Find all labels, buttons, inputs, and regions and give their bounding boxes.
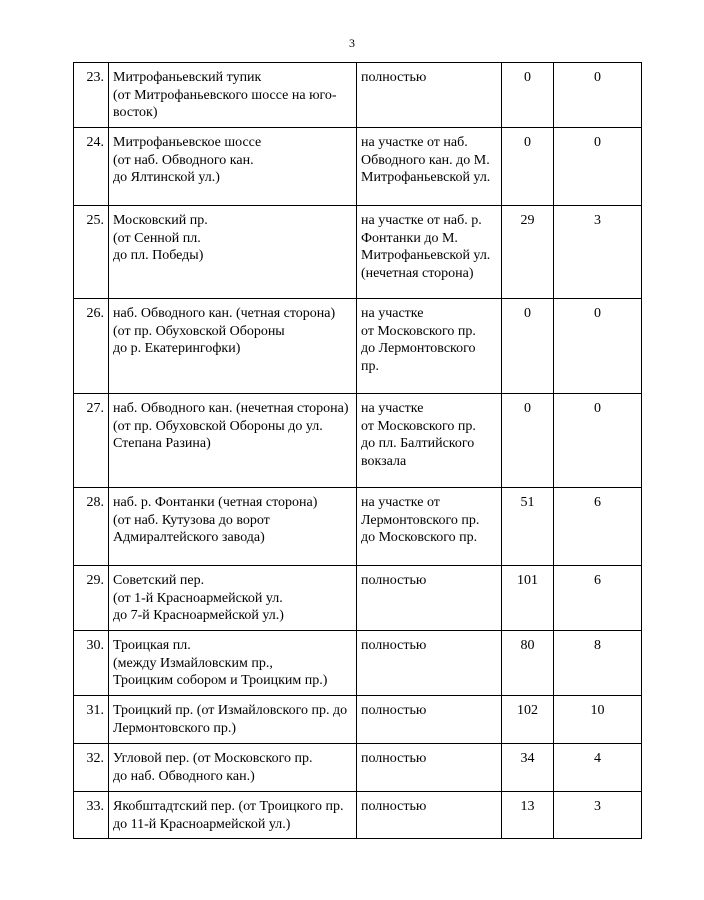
- street-section: полностью: [357, 744, 502, 792]
- value-b: 6: [554, 488, 642, 566]
- table-row: [74, 63, 642, 128]
- row-number: 25.: [74, 206, 109, 299]
- street-name: Троицкий пр. (от Измайловского пр. до Лермонтовского пр.): [109, 696, 357, 744]
- table-row: [74, 631, 642, 696]
- street-section: на участке от наб. р. Фонтанки до М. Митрофаньевской ул. (нечетная сторона): [357, 206, 502, 299]
- value-b: 8: [554, 631, 642, 696]
- row-number: 29.: [74, 566, 109, 631]
- street-name: Московский пр. (от Сенной пл. до пл. Победы): [109, 206, 357, 299]
- table-row: [74, 792, 642, 839]
- value-b: 4: [554, 744, 642, 792]
- street-section: полностью: [357, 566, 502, 631]
- street-section: на участке от Московского пр. до пл. Балтийского вокзала: [357, 394, 502, 488]
- street-name: Советский пер. (от 1-й Красноармейской ул. до 7-й Красноармейской ул.): [109, 566, 357, 631]
- street-section: полностью: [357, 631, 502, 696]
- street-name: Митрофаньевский тупик (от Митрофаньевского шоссе на юго-восток): [109, 63, 357, 128]
- value-a: 102: [502, 696, 554, 744]
- value-b: 3: [554, 792, 642, 839]
- street-name: Троицкая пл. (между Измайловским пр., Троицким собором и Троицким пр.): [109, 631, 357, 696]
- value-a: 0: [502, 63, 554, 128]
- table-row: [74, 128, 642, 206]
- value-a: 29: [502, 206, 554, 299]
- table-row: [74, 206, 642, 299]
- value-a: 0: [502, 299, 554, 394]
- row-number: 30.: [74, 631, 109, 696]
- street-section: полностью: [357, 63, 502, 128]
- value-a: 80: [502, 631, 554, 696]
- row-number: 33.: [74, 792, 109, 839]
- street-section: на участке от наб. Обводного кан. до М. Митрофаньевской ул.: [357, 128, 502, 206]
- value-b: 3: [554, 206, 642, 299]
- street-name: Якобштадтский пер. (от Троицкого пр. до 11-й Красноармейской ул.): [109, 792, 357, 839]
- value-b: 0: [554, 128, 642, 206]
- value-b: 10: [554, 696, 642, 744]
- street-name: наб. Обводного кан. (четная сторона) (от пр. Обуховской Обороны до р. Екатерингофки): [109, 299, 357, 394]
- table-row: [74, 394, 642, 488]
- row-number: 23.: [74, 63, 109, 128]
- value-b: 0: [554, 394, 642, 488]
- row-number: 26.: [74, 299, 109, 394]
- value-a: 0: [502, 128, 554, 206]
- value-a: 0: [502, 394, 554, 488]
- street-name: наб. Обводного кан. (нечетная сторона) (от пр. Обуховской Обороны до ул. Степана Разина): [109, 394, 357, 488]
- value-b: 0: [554, 63, 642, 128]
- table-row: [74, 744, 642, 792]
- table-row: [74, 299, 642, 394]
- street-section: полностью: [357, 792, 502, 839]
- table-row: [74, 566, 642, 631]
- row-number: 27.: [74, 394, 109, 488]
- row-number: 24.: [74, 128, 109, 206]
- row-number: 28.: [74, 488, 109, 566]
- value-a: 13: [502, 792, 554, 839]
- streets-table: [73, 62, 642, 839]
- page-number: 3: [349, 36, 355, 50]
- value-b: 0: [554, 299, 642, 394]
- value-a: 51: [502, 488, 554, 566]
- table-row: [74, 696, 642, 744]
- street-section: полностью: [357, 696, 502, 744]
- street-name: наб. р. Фонтанки (четная сторона) (от наб. Кутузова до ворот Адмиралтейского завода): [109, 488, 357, 566]
- street-section: на участке от Московского пр. до Лермонтовского пр.: [357, 299, 502, 394]
- street-name: Митрофаньевское шоссе (от наб. Обводного кан. до Ялтинской ул.): [109, 128, 357, 206]
- value-a: 101: [502, 566, 554, 631]
- value-b: 6: [554, 566, 642, 631]
- table-row: [74, 488, 642, 566]
- row-number: 32.: [74, 744, 109, 792]
- street-name: Угловой пер. (от Московского пр. до наб. Обводного кан.): [109, 744, 357, 792]
- street-section: на участке от Лермонтовского пр. до Московского пр.: [357, 488, 502, 566]
- value-a: 34: [502, 744, 554, 792]
- row-number: 31.: [74, 696, 109, 744]
